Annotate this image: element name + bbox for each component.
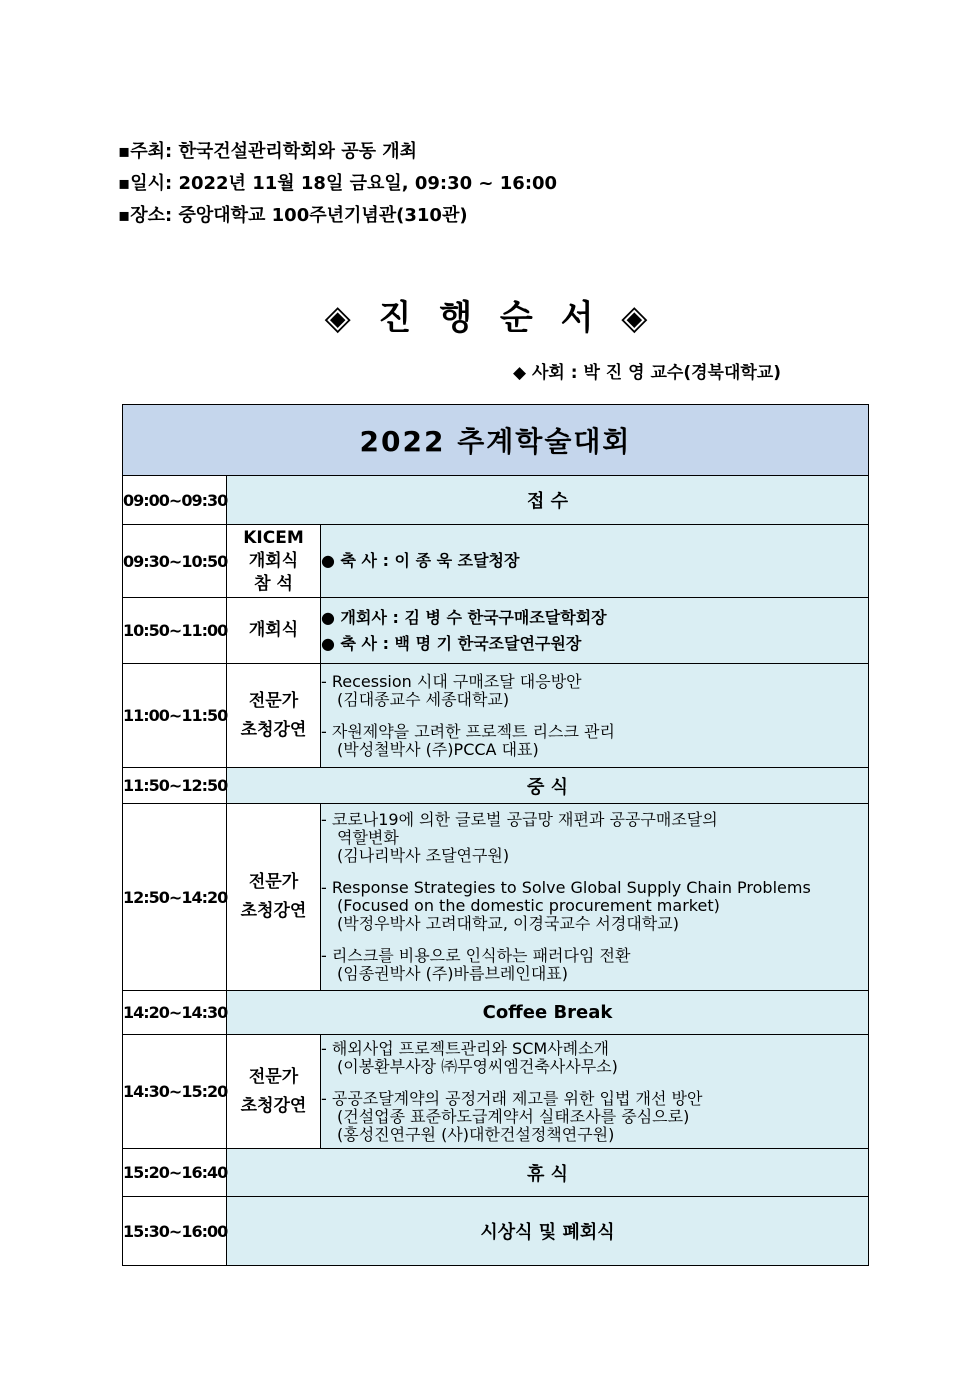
session-cell: 중 식	[227, 768, 869, 804]
content-cell	[321, 598, 869, 664]
talk-speaker: (홍성진연구원 (사)대한건설정책연구원)	[337, 1124, 615, 1144]
category-cell	[227, 804, 321, 991]
category-cell	[227, 525, 321, 598]
moderator-line: ◆ 사회 : 박 진 영 교수(경북대학교)	[513, 363, 781, 383]
table-title: 2022 추계학술대회	[123, 405, 869, 476]
category-line: 전문가	[248, 690, 299, 711]
table-row	[123, 768, 869, 804]
time-cell: 12:50~14:20	[123, 804, 227, 991]
session-cell: 시상식 및 폐회식	[227, 1197, 869, 1266]
category-cell	[227, 664, 321, 768]
speech-item: ● 축 사 : 이 종 욱 조달청장	[321, 551, 520, 570]
category-line: 전문가	[248, 872, 299, 892]
event-info	[118, 136, 557, 232]
talk-title: - 리스크를 비용으로 인식하는 패러다임 전환	[321, 946, 631, 965]
venue-line: ▪장소: 중앙대학교 100주년기념관(310관)	[118, 205, 468, 226]
time-cell: 14:20~14:30	[123, 991, 227, 1035]
talk-item	[321, 947, 868, 983]
table-row	[123, 1035, 869, 1149]
talk-subtitle: (Focused on the domestic procurement market)	[337, 896, 720, 915]
time-cell: 15:30~16:00	[123, 1197, 227, 1266]
speech-item: ● 개회사 : 김 병 수 한국구매조달학회장	[321, 607, 607, 627]
talk-speaker: (박정우박사 고려대학교, 이경국교수 서경대학교)	[337, 914, 679, 933]
talk-title: - 자원제약을 고려한 프로젝트 리스크 관리	[321, 721, 615, 741]
category-cell	[227, 1035, 321, 1149]
table-row	[123, 804, 869, 991]
talk-title: - 공공조달계약의 공정거래 제고를 위한 입법 개선 방안	[321, 1088, 703, 1108]
talk-item	[321, 879, 868, 933]
time-cell: 15:20~16:40	[123, 1149, 227, 1197]
table-row	[123, 1149, 869, 1197]
talk-item	[321, 811, 868, 865]
table-row	[123, 1197, 869, 1266]
talk-subtitle: (건설업종 표준하도급계약서 실태조사를 중심으로)	[337, 1106, 690, 1126]
category-line: 초청강연	[240, 719, 307, 740]
talk-title: - 코로나19에 의한 글로벌 공급망 재편과 공공구매조달의	[321, 810, 718, 829]
talk-item	[321, 723, 868, 759]
content-cell	[321, 525, 869, 598]
time-cell: 14:30~15:20	[123, 1035, 227, 1149]
talk-speaker: (김대종교수 세종대학교)	[337, 689, 510, 709]
talk-title-cont: 역할변화	[337, 828, 399, 847]
table-row	[123, 525, 869, 598]
date-line: ▪일시: 2022년 11월 18일 금요일, 09:30 ~ 16:00	[118, 173, 558, 194]
talk-item	[321, 1040, 868, 1076]
talk-item	[321, 1090, 868, 1144]
content-cell	[321, 1035, 869, 1149]
session-cell: Coffee Break	[227, 991, 869, 1035]
category-line: 전문가	[248, 1066, 299, 1087]
table-row	[123, 476, 869, 525]
table-row	[123, 598, 869, 664]
time-cell: 10:50~11:00	[123, 598, 227, 664]
talk-speaker: (김나리박사 조달연구원)	[337, 846, 510, 865]
category-line: KICEM	[243, 527, 304, 548]
category-line: 개회식	[248, 620, 299, 640]
session-cell: 접 수	[227, 476, 869, 525]
organizer-line: ▪주최: 한국건설관리학회와 공동 개최	[118, 141, 418, 162]
time-cell: 09:00~09:30	[123, 476, 227, 525]
time-cell: 11:50~12:50	[123, 768, 227, 804]
content-cell	[321, 664, 869, 768]
category-line: 개회식	[248, 550, 299, 571]
table-row	[123, 664, 869, 768]
program-title: ◈ 진 행 순 서 ◈	[324, 298, 656, 338]
table-header-row	[123, 405, 869, 476]
time-cell: 11:00~11:50	[123, 664, 227, 768]
talk-speaker: (박성철박사 (주)PCCA 대표)	[337, 739, 539, 759]
talk-title: - Recession 시대 구매조달 대응방안	[321, 671, 582, 691]
talk-item	[321, 673, 868, 709]
category-line: 초청강연	[240, 1095, 307, 1116]
talk-speaker: (임종권박사 (주)바름브레인대표)	[337, 964, 568, 983]
category-line: 초청강연	[240, 901, 307, 921]
talk-speaker: (이봉환부사장 ㈜무영씨엠건축사사무소)	[337, 1056, 618, 1076]
session-cell: 휴 식	[227, 1149, 869, 1197]
table-row	[123, 991, 869, 1035]
content-cell	[321, 804, 869, 991]
category-cell	[227, 598, 321, 664]
speech-item: ● 축 사 : 백 명 기 한국조달연구원장	[321, 633, 582, 653]
schedule-table	[122, 404, 869, 1266]
talk-title: - Response Strategies to Solve Global Supply Chain Problems	[321, 878, 811, 897]
time-cell: 09:30~10:50	[123, 525, 227, 598]
talk-title: - 해외사업 프로젝트관리와 SCM사례소개	[321, 1038, 610, 1058]
category-line: 참 석	[254, 573, 293, 594]
